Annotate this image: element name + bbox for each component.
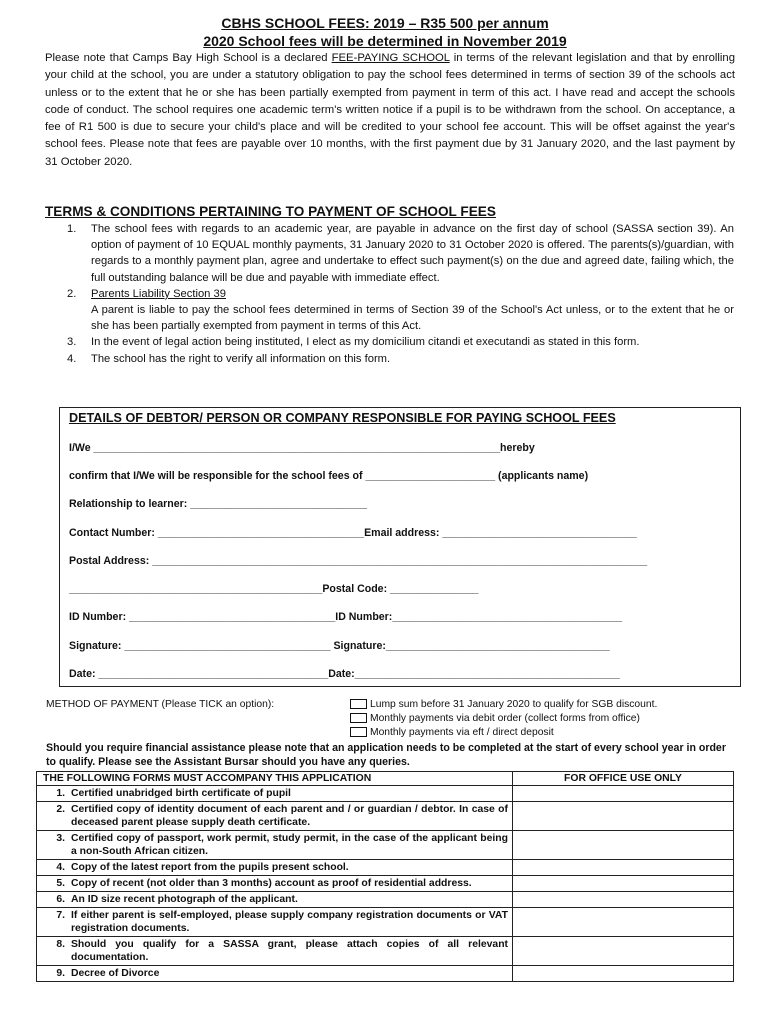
table-row bbox=[37, 860, 734, 876]
date-field[interactable]: Date: _______________________________________Date:_____________________________________________ bbox=[69, 668, 620, 680]
fee-paying-school-text: FEE-PAYING SCHOOL bbox=[331, 52, 450, 64]
office-use-header: FOR OFFICE USE ONLY bbox=[513, 772, 734, 786]
checkbox[interactable] bbox=[350, 713, 367, 723]
row-number: 5. bbox=[56, 878, 65, 889]
table-row bbox=[37, 908, 734, 937]
office-use-cell[interactable] bbox=[513, 860, 734, 876]
payment-method-label: METHOD OF PAYMENT (Please TICK an option): bbox=[46, 699, 275, 710]
intro-text-part1: Please note that Camps Bay High School is a declared bbox=[45, 52, 332, 64]
terms-item bbox=[67, 351, 734, 367]
row-number: 8. bbox=[56, 939, 65, 950]
name-field[interactable]: I/We _____________________________________________________________________hereby bbox=[69, 442, 535, 454]
table-row bbox=[37, 831, 734, 860]
row-text: Should you qualify for a SASSA grant, please attach copies of all relevant documentation. bbox=[71, 939, 508, 963]
terms-item bbox=[67, 334, 734, 350]
terms-item-number: 4. bbox=[67, 352, 77, 365]
row-number: 9. bbox=[56, 968, 65, 979]
postal-code-field[interactable]: ___________________________________________Postal Code: _______________ bbox=[69, 583, 479, 595]
row-number: 6. bbox=[56, 894, 65, 905]
debtor-details-box bbox=[59, 407, 741, 687]
applicant-name-field[interactable]: confirm that I/We will be responsible for the school fees of ______________________ (applicants name) bbox=[69, 470, 589, 482]
office-use-cell[interactable] bbox=[513, 876, 734, 892]
row-text: Copy of recent (not older than 3 months) account as proof of residential address. bbox=[71, 878, 472, 889]
row-text: Certified unabridged birth certificate of pupil bbox=[71, 788, 291, 799]
table-row bbox=[37, 786, 734, 802]
row-text: If either parent is self-employed, please supply company registration documents or VAT registration documents. bbox=[71, 910, 508, 934]
table-header-row bbox=[37, 772, 734, 786]
page-title: CBHS SCHOOL FEES: 2019 – R35 500 per annum bbox=[221, 15, 549, 31]
relationship-field[interactable]: Relationship to learner: ______________________________ bbox=[69, 498, 368, 510]
row-number: 3. bbox=[56, 833, 65, 844]
table-row bbox=[37, 876, 734, 892]
office-use-cell[interactable] bbox=[513, 966, 734, 982]
intro-paragraph bbox=[45, 50, 735, 171]
payment-option-debit-order[interactable] bbox=[350, 712, 640, 725]
payment-option-lump-sum[interactable] bbox=[350, 698, 657, 711]
terms-list bbox=[67, 221, 734, 367]
terms-item-text: A parent is liable to pay the school fees determined in terms of Section 39 of the School's Act unless, or to the extent that he or she has been partially exempted from payment in terms of this Act. bbox=[91, 304, 734, 333]
row-text: Copy of the latest report from the pupils present school. bbox=[71, 862, 349, 873]
payment-option-eft[interactable] bbox=[350, 726, 554, 739]
office-use-cell[interactable] bbox=[513, 908, 734, 937]
row-text: Decree of Divorce bbox=[71, 968, 160, 979]
terms-item-number: 2. bbox=[67, 287, 77, 300]
terms-item-subtitle: Parents Liability Section 39 bbox=[91, 287, 226, 300]
terms-heading: TERMS & CONDITIONS PERTAINING TO PAYMENT OF SCHOOL FEES bbox=[45, 204, 496, 219]
office-use-cell[interactable] bbox=[513, 831, 734, 860]
table-row bbox=[37, 802, 734, 831]
table-row bbox=[37, 892, 734, 908]
row-text: An ID size recent photograph of the applicant. bbox=[71, 894, 298, 905]
office-use-cell[interactable] bbox=[513, 937, 734, 966]
row-text: Certified copy of passport, work permit, study permit, in the case of the applicant being a non-South African citizen. bbox=[71, 833, 508, 857]
terms-item-number: 1. bbox=[67, 223, 77, 235]
office-use-cell[interactable] bbox=[513, 786, 734, 802]
id-number-field[interactable]: ID Number: ___________________________________ID Number:_______________________________________ bbox=[69, 611, 623, 623]
financial-assistance-note: Should you require financial assistance please note that an application needs to be completed at the start of every school year in order to qualify. Please see the Assistant Bursar should you have any queries. bbox=[46, 742, 726, 768]
office-use-cell[interactable] bbox=[513, 802, 734, 831]
terms-item-number: 3. bbox=[67, 336, 77, 349]
row-number: 1. bbox=[56, 788, 65, 799]
terms-item bbox=[67, 286, 734, 335]
row-text: Certified copy of identity document of each parent and / or guardian / debtor. In case of deceased parent please supply death certificate. bbox=[71, 804, 508, 828]
row-number: 2. bbox=[56, 804, 65, 815]
terms-item-text: In the event of legal action being instituted, I elect as my domicilium citandi et executandi as stated in this form. bbox=[91, 336, 640, 349]
payment-option-label: Monthly payments via eft / direct deposit bbox=[370, 727, 554, 738]
checkbox[interactable] bbox=[350, 727, 367, 737]
checkbox[interactable] bbox=[350, 699, 367, 709]
contact-email-field[interactable]: Contact Number: ___________________________________Email address: _________________________________ bbox=[69, 527, 637, 539]
required-forms-table bbox=[36, 771, 734, 982]
terms-item bbox=[67, 221, 734, 286]
forms-header: THE FOLLOWING FORMS MUST ACCOMPANY THIS APPLICATION bbox=[37, 772, 513, 786]
row-number: 4. bbox=[56, 862, 65, 873]
payment-option-label: Monthly payments via debit order (collect forms from office) bbox=[370, 713, 640, 724]
debtor-details-title: DETAILS OF DEBTOR/ PERSON OR COMPANY RESPONSIBLE FOR PAYING SCHOOL FEES bbox=[69, 411, 616, 425]
table-row bbox=[37, 966, 734, 982]
terms-item-text: The school has the right to verify all information on this form. bbox=[91, 352, 391, 365]
page-subtitle: 2020 School fees will be determined in November 2019 bbox=[203, 33, 567, 49]
office-use-cell[interactable] bbox=[513, 892, 734, 908]
terms-item-text: The school fees with regards to an academic year, are payable in advance on the first day of school (SASSA section 39). An option of payment of 10 EQUAL monthly payments, 31 January 2020 to 31 October 2020 is offered. The parents(s)/guardian, with regards to a monthly payment plan, agree and undertake to effect such payment(s) on the due and agreed date, failing which, the full outstanding balance will be due and payable with immediate effect. bbox=[91, 223, 734, 284]
signature-field[interactable]: Signature: ___________________________________ Signature:______________________________________ bbox=[69, 640, 610, 652]
row-number: 7. bbox=[56, 910, 65, 921]
payment-option-label: Lump sum before 31 January 2020 to qualify for SGB discount. bbox=[370, 699, 658, 710]
intro-text-part2: in terms of the relevant legislation and that by enrolling your child at the school, you are under a statutory obligation to pay the school fees determined in terms of section 39 of the schools act unless or to the extent that he or she has been partially exempted from payment in term of this act. I have read and accept the schools code of conduct. The school requires one academic term's written notice if a pupil is to be withdrawn from the school. On acceptance, a fee of R1 500 is due to secure your child's place and will be credited to your school fee account. This will be offset against the year's school fees. Please note that fees are payable over 10 months, with the first payment due by 31 January 2020, and the last payment by 31 October 2020. bbox=[45, 52, 736, 168]
table-row bbox=[37, 937, 734, 966]
postal-address-field[interactable]: Postal Address: ____________________________________________________________________________________ bbox=[69, 555, 648, 567]
